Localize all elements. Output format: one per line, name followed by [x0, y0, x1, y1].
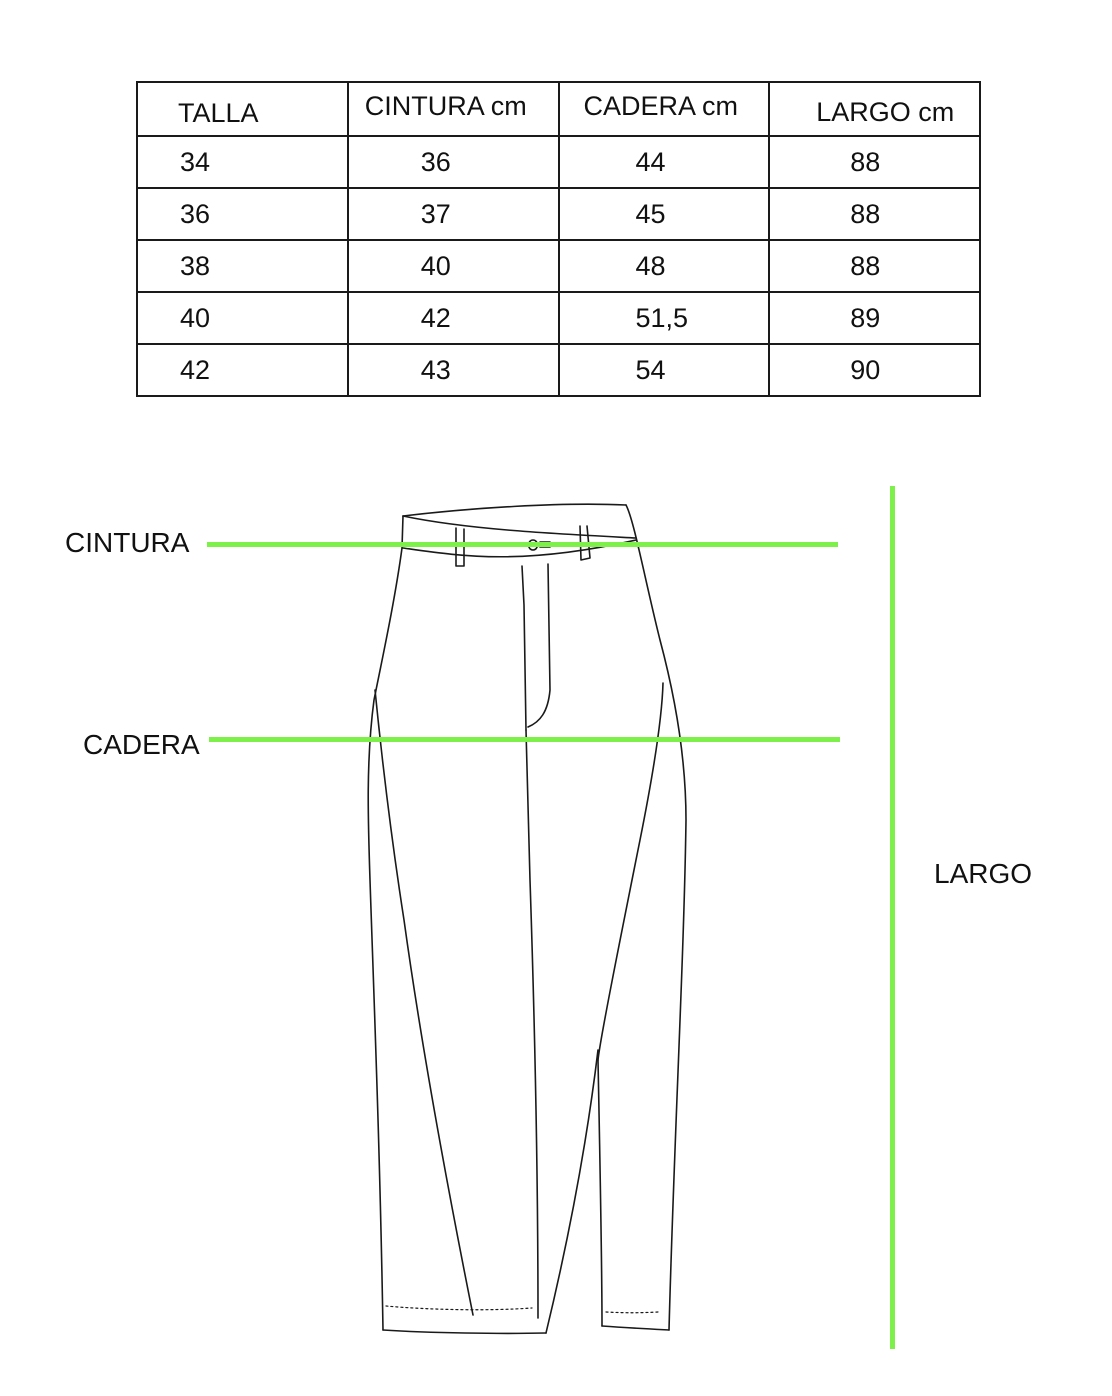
left-hem: [383, 1330, 546, 1333]
cell-cadera: 48: [559, 240, 770, 292]
cell-talla: 34: [137, 136, 348, 188]
waistband-top: [403, 504, 626, 516]
cell-cadera: 54: [559, 344, 770, 396]
cell-talla: 40: [137, 292, 348, 344]
trousers-drawing: [368, 504, 686, 1333]
waist-label: CINTURA: [65, 527, 190, 558]
length-label: LARGO: [934, 858, 1033, 889]
right-hem-stitch: [606, 1312, 658, 1313]
left-outseam: [368, 516, 403, 1330]
waistband-back: [403, 516, 636, 538]
cell-cintura: 42: [348, 292, 559, 344]
cell-cintura: 37: [348, 188, 559, 240]
header-cadera: CADERA cm: [559, 82, 770, 136]
cell-largo: 88: [769, 188, 980, 240]
cell-cintura: 40: [348, 240, 559, 292]
cell-largo: 88: [769, 240, 980, 292]
header-talla: TALLA: [137, 82, 348, 136]
right-hem: [602, 1326, 669, 1330]
fly-left: [522, 566, 526, 730]
right-leg-inner: [598, 1060, 602, 1326]
left-crease: [375, 690, 473, 1315]
fly-right: [528, 564, 550, 727]
cell-cintura: 43: [348, 344, 559, 396]
cell-talla: 36: [137, 188, 348, 240]
cell-cadera: 51,5: [559, 292, 770, 344]
cell-cadera: 44: [559, 136, 770, 188]
cell-largo: 88: [769, 136, 980, 188]
cell-cadera: 45: [559, 188, 770, 240]
cell-talla: 38: [137, 240, 348, 292]
center-seam: [526, 730, 538, 1318]
length-measure-line: [890, 486, 895, 1349]
cell-largo: 89: [769, 292, 980, 344]
hip-measure-line: [209, 737, 840, 742]
right-outseam: [626, 505, 686, 1330]
hip-label: CADERA: [83, 729, 200, 760]
cell-cintura: 36: [348, 136, 559, 188]
header-cintura: CINTURA cm: [348, 82, 559, 136]
cell-talla: 42: [137, 344, 348, 396]
cell-largo: 90: [769, 344, 980, 396]
left-hem-stitch: [386, 1306, 532, 1310]
front-slit: [546, 1050, 598, 1333]
waist-measure-line: [207, 542, 838, 547]
header-largo: LARGO cm: [769, 82, 980, 136]
